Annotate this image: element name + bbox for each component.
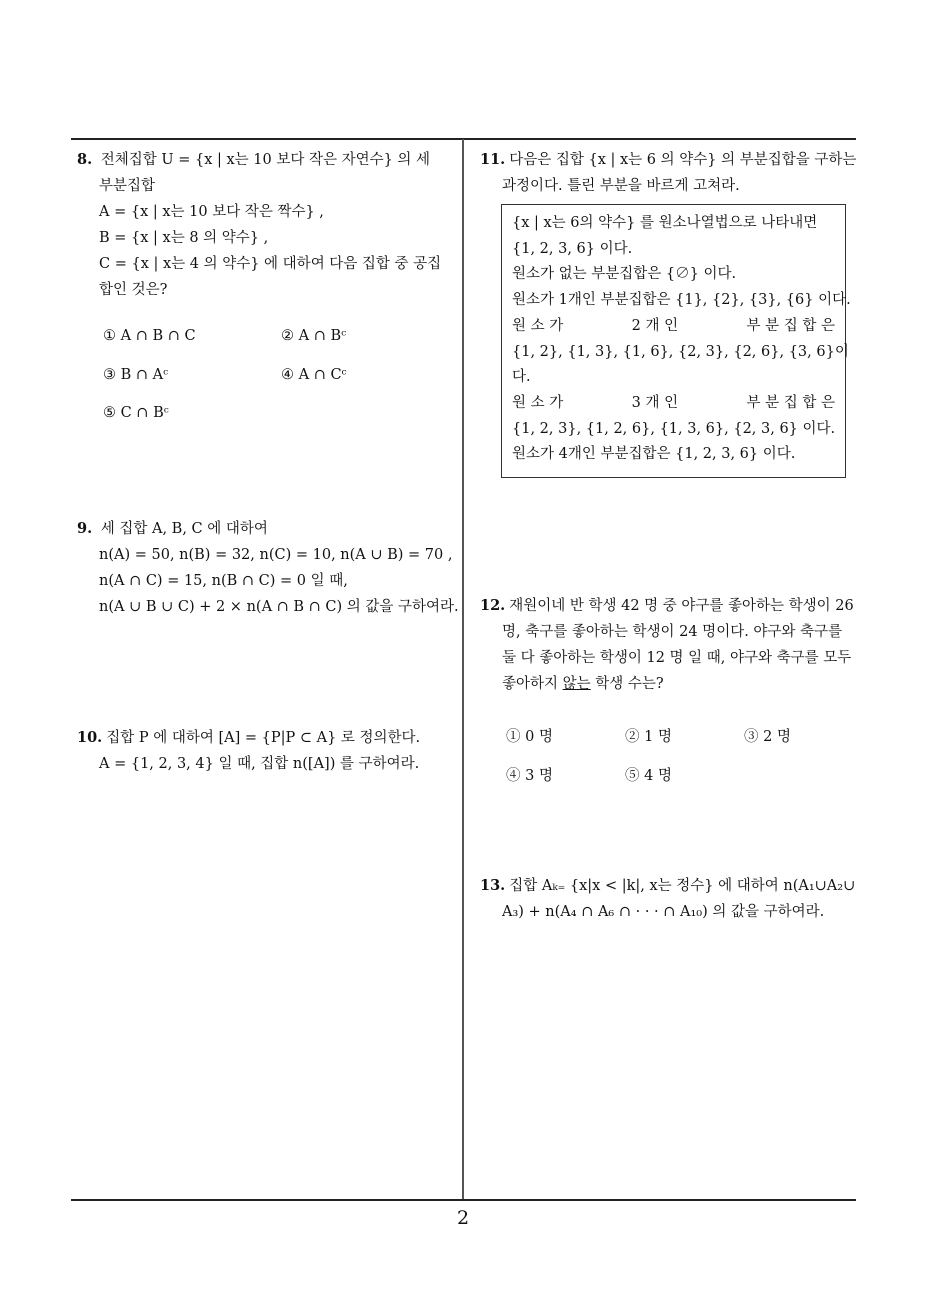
question-text: 둘 다 좋아하는 학생이 12 명 일 때, 야구와 축구를 모두 [502,650,852,666]
question-number: 12. [480,597,506,614]
box-line [512,314,835,340]
set-c-definition: C = {x | x는 4 의 약수} 에 대하여 다음 집합 중 공집 [99,256,442,272]
box-line: {1, 2, 3}, {1, 2, 6}, {1, 3, 6}, {2, 3, 6} 이다. [512,420,836,437]
question-text: 세 집합 A, B, C 에 대하여 [100,521,268,537]
box-line: 다. [512,369,531,386]
question-text: 부분집합 [99,178,156,194]
question-11 [480,147,860,199]
question-10 [77,725,457,777]
column-divider [462,139,464,1200]
set-b-definition: B = {x | x는 8 의 약수} , [99,230,269,246]
question-number: 11. [480,151,506,168]
question-text: 재원이네 반 학생 42 명 중 야구를 좋아하는 학생이 26 [509,598,854,614]
question-text: 전체집합 U = {x | x는 10 보다 작은 자연수} 의 세 [100,152,431,168]
question-9 [77,516,457,620]
question-text: 다음은 집합 {x | x는 6 의 약수} 의 부분집합을 구하는 [509,152,857,168]
box-word: 부 분 집 합 은 [746,317,835,334]
question-number: 8. [77,151,93,168]
question-text [480,671,860,697]
choice-5[interactable]: ⑤ 4 명 [625,768,672,784]
box-word: 원 소 가 [512,394,564,411]
box-word: 부 분 집 합 은 [746,394,835,411]
question-text: 명, 축구를 좋아하는 학생이 24 명이다. 야구와 축구를 [502,624,843,640]
given-values: n(A) = 50, n(B) = 32, n(C) = 10, n(A ∪ B) = 70 , [99,547,453,563]
question-text: A = {1, 2, 3, 4} 일 때, 집합 n([A]) 를 구하여라. [99,756,420,772]
question-number: 10. [77,729,103,746]
choice-4[interactable]: ④ 3 명 [506,768,553,784]
question-number: 13. [480,877,506,894]
box-line: {x | x는 6의 약수} 를 원소나열법으로 나타내면 [512,215,818,231]
choice-3[interactable]: ③ B ∩ Aᶜ [103,367,169,383]
box-word: 원 소 가 [512,317,564,334]
question-12 [480,593,860,697]
choice-2[interactable]: ② A ∩ Bᶜ [281,328,347,344]
question-text: n(A ∪ B ∪ C) + 2 × n(A ∩ B ∩ C) 의 값을 구하여라. [99,599,459,615]
choice-2[interactable]: ② 1 명 [625,729,672,745]
box-line: {1, 2, 3, 6} 이다. [512,240,633,257]
box-line [512,340,849,366]
choice-1[interactable]: ① A ∩ B ∩ C [103,328,196,344]
question-text-part: 학생 수는? [590,676,664,692]
question-8 [77,147,457,303]
box-line [512,391,835,417]
given-values: n(A ∩ C) = 15, n(B ∩ C) = 0 일 때, [99,573,348,589]
page-number: 2 [456,1207,470,1229]
box-word: {1, 2}, {1, 3}, {1, 6}, {2, 3}, {2, 6}, {3, 6} [512,343,835,360]
set-a-definition: A = {x | x는 10 보다 작은 짝수} , [99,204,324,220]
choice-4[interactable]: ④ A ∩ Cᶜ [281,367,347,383]
question-number: 9. [77,520,93,537]
question-text-part: 좋아하지 [502,676,563,692]
underlined-word: 않는 [562,676,591,692]
bottom-rule [71,1199,856,1201]
question-text: 집합 Aₖ₌ {x|x < |k|, x는 정수} 에 대하여 n(A₁∪A₂∪ [509,878,856,894]
box-line: 원소가 1개인 부분집합은 {1}, {2}, {3}, {6} 이다. [512,292,851,309]
choice-1[interactable]: ① 0 명 [506,729,553,745]
question-13 [480,873,860,925]
box-word: 이 [834,343,849,360]
solution-process-box [501,204,851,478]
question-text: 과정이다. 틀린 부분을 바르게 고쳐라. [502,178,740,194]
box-line: 원소가 4개인 부분집합은 {1, 2, 3, 6} 이다. [512,446,796,463]
choice-5[interactable]: ⑤ C ∩ Bᶜ [103,405,169,421]
question-text: A₃) + n(A₄ ∩ A₆ ∩ · · · ∩ A₁₀) 의 값을 구하여라. [502,904,825,920]
question-text: 집합 P 에 대하여 [A] = {P|P ⊂ A} 로 정의한다. [106,730,421,746]
top-rule [71,138,856,140]
box-word: 2 개 인 [631,317,679,334]
box-line: 원소가 없는 부분집합은 {∅} 이다. [512,266,737,283]
question-text: 합인 것은? [99,282,168,298]
box-word: 3 개 인 [631,394,679,411]
choice-3[interactable]: ③ 2 명 [744,729,791,745]
